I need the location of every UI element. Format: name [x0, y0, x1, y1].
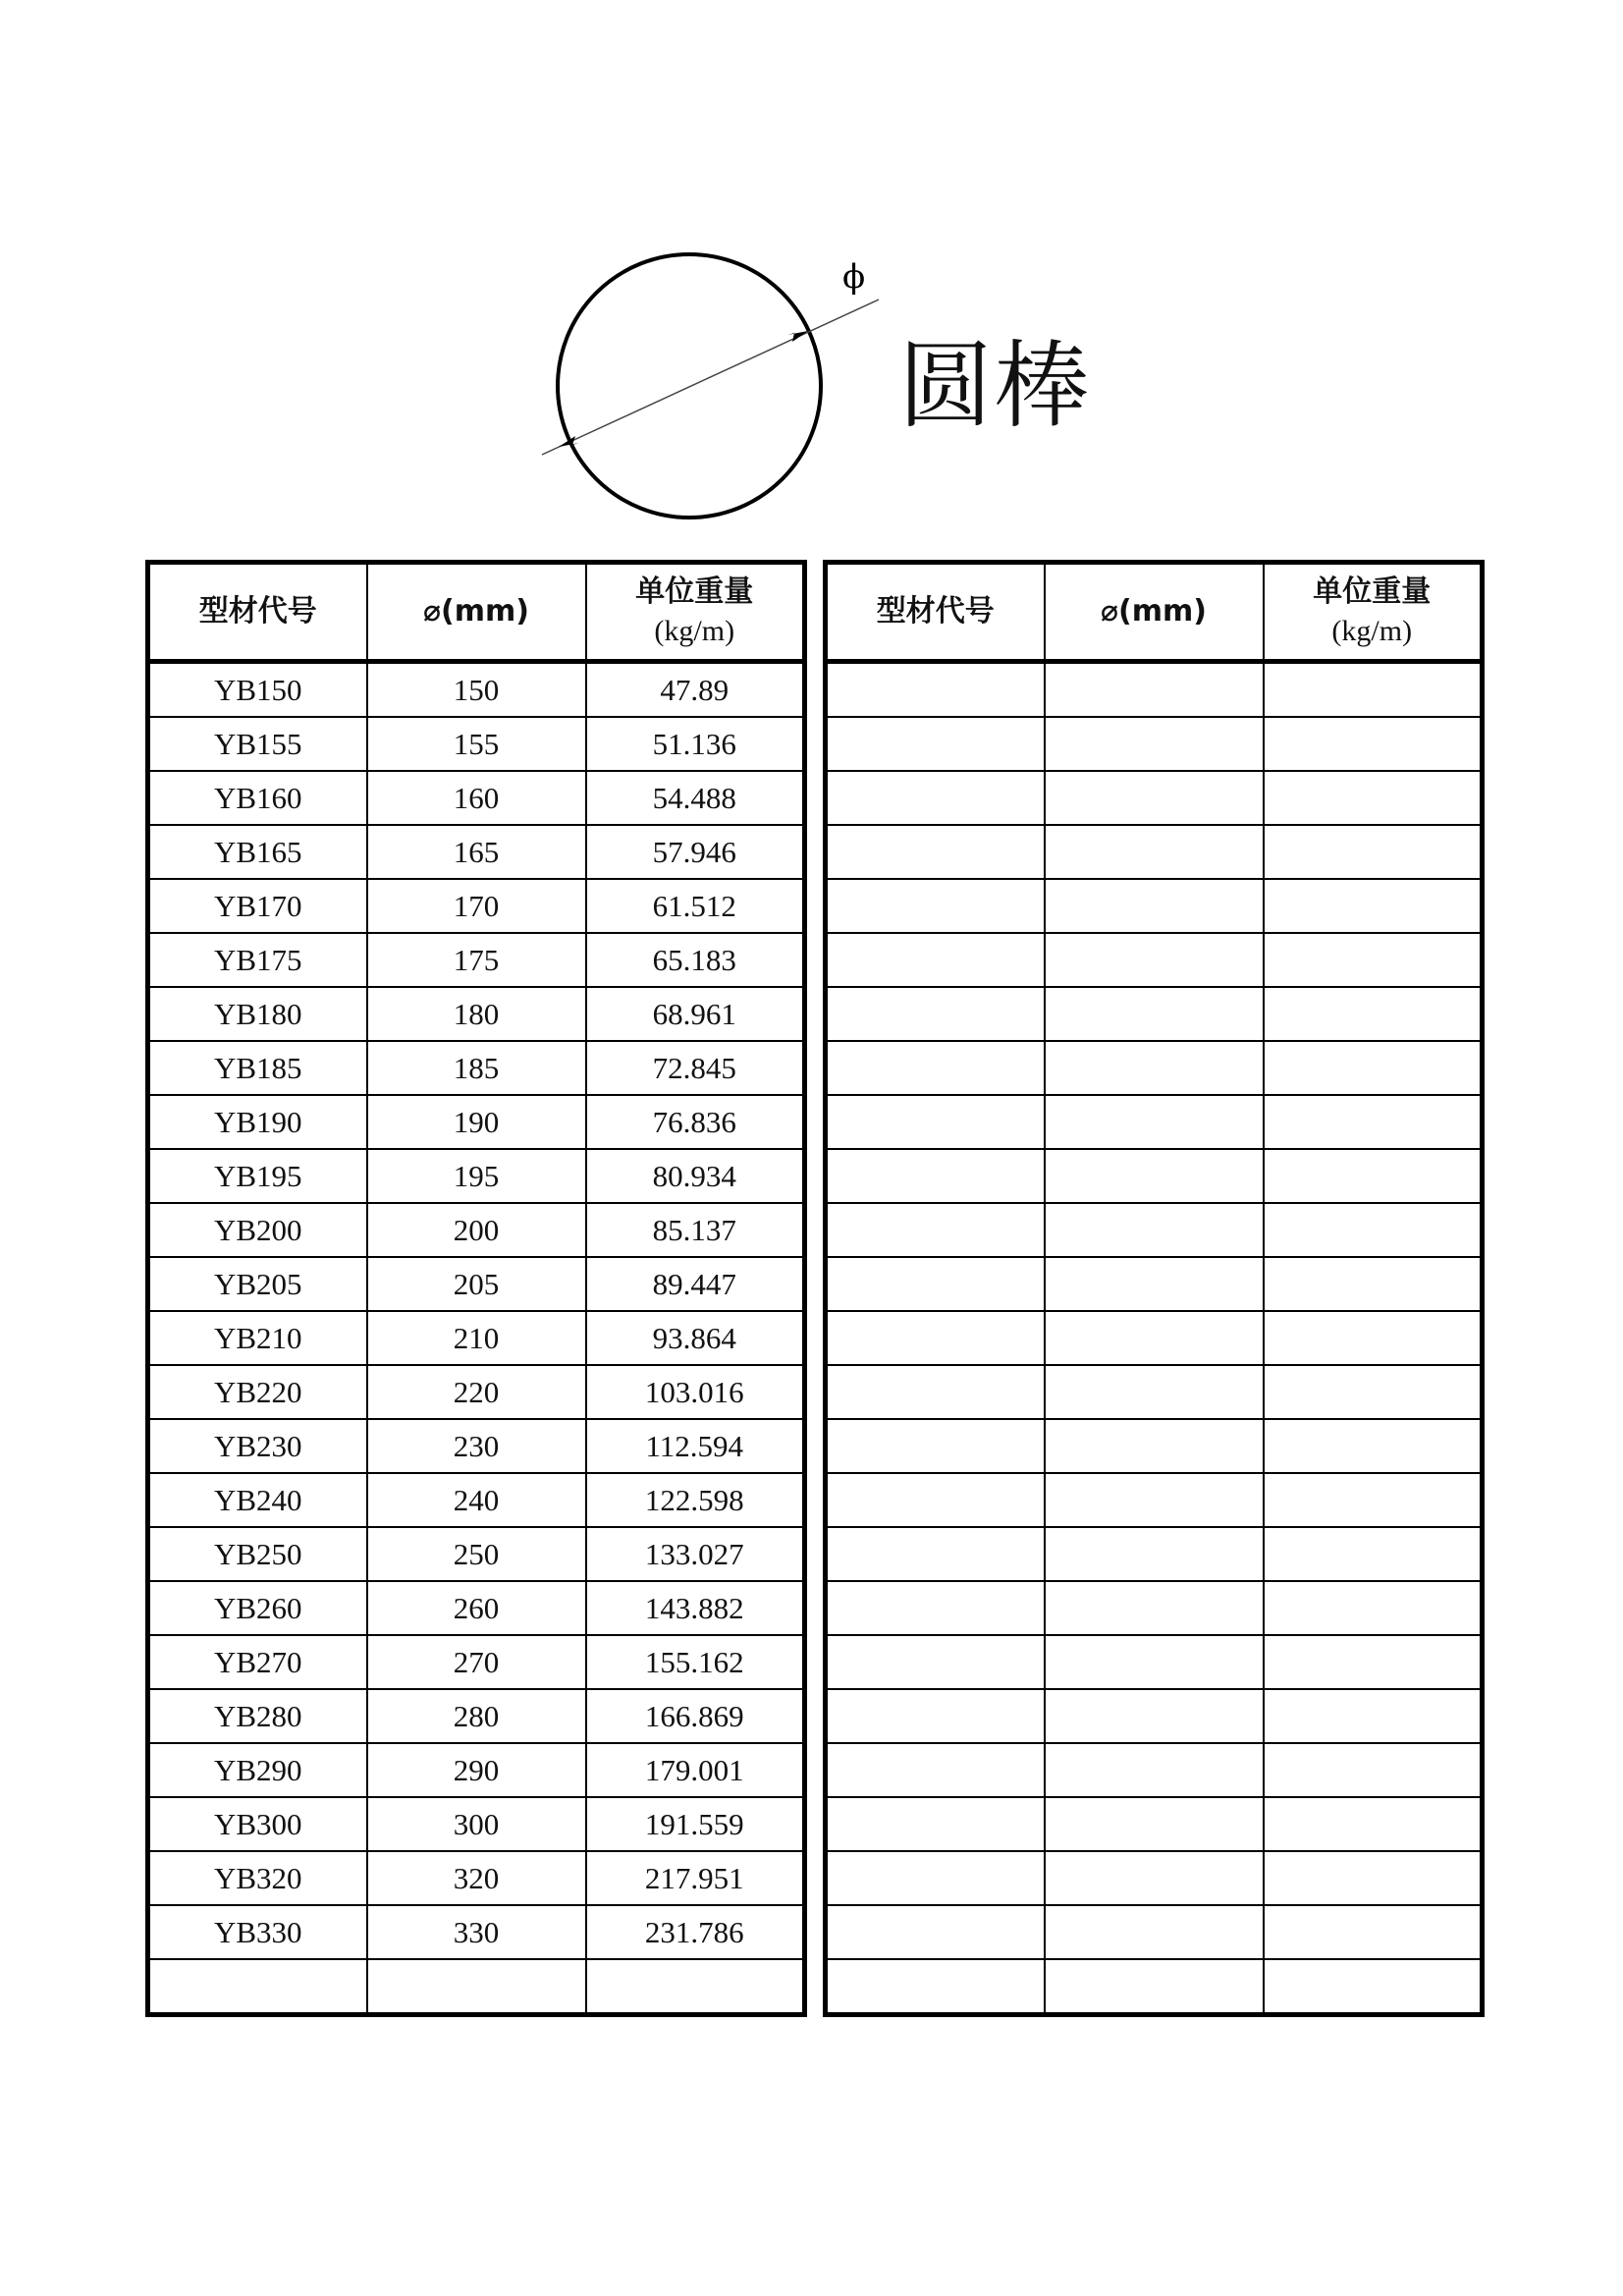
header-diameter: ⌀(mm): [367, 563, 586, 662]
table-row-empty: [826, 1149, 1483, 1203]
cell-code: YB220: [148, 1365, 367, 1419]
table-row: [148, 1203, 805, 1257]
cell-weight: 191.559: [586, 1797, 805, 1851]
empty-cell-diameter: [1045, 1527, 1264, 1581]
cell-diameter: 175: [367, 933, 586, 987]
empty-cell-code: [826, 1365, 1045, 1419]
empty-cell-weight: [1264, 879, 1483, 933]
cell-code: YB270: [148, 1635, 367, 1689]
empty-cell-diameter: [1045, 662, 1264, 718]
cell-diameter: 210: [367, 1311, 586, 1365]
empty-cell-weight: [1264, 1149, 1483, 1203]
cell-code: YB160: [148, 771, 367, 825]
cell-weight: 54.488: [586, 771, 805, 825]
header-weight: [586, 563, 805, 662]
cell-weight: 85.137: [586, 1203, 805, 1257]
table-row: [148, 1851, 805, 1905]
table-row-empty: [826, 1689, 1483, 1743]
empty-cell-diameter: [1045, 1365, 1264, 1419]
cell-code: YB330: [148, 1905, 367, 1959]
diameter-dimension-line: [542, 300, 879, 455]
table-row-empty: [826, 1203, 1483, 1257]
table-row-empty: [826, 1905, 1483, 1959]
empty-cell-diameter: [1045, 1095, 1264, 1149]
cell-diameter: 185: [367, 1041, 586, 1095]
cell-weight: 112.594: [586, 1419, 805, 1473]
empty-cell-diameter: [1045, 1419, 1264, 1473]
table-row: [148, 1257, 805, 1311]
cell-code: YB250: [148, 1527, 367, 1581]
cell-weight: 143.882: [586, 1581, 805, 1635]
empty-cell-diameter: [1045, 933, 1264, 987]
cell-code: YB190: [148, 1095, 367, 1149]
empty-cell-code: [826, 1527, 1045, 1581]
empty-cell-weight: [1264, 1851, 1483, 1905]
header-diameter: ⌀(mm): [1045, 563, 1264, 662]
table-row: [148, 1473, 805, 1527]
empty-cell-code: [826, 1959, 1045, 2015]
table-row: [148, 717, 805, 771]
empty-cell-weight: [1264, 1689, 1483, 1743]
cell-weight: 89.447: [586, 1257, 805, 1311]
cell-diameter: 220: [367, 1365, 586, 1419]
cell-weight: 155.162: [586, 1635, 805, 1689]
empty-cell-diameter: [1045, 717, 1264, 771]
cell-code: YB175: [148, 933, 367, 987]
cell-diameter: 240: [367, 1473, 586, 1527]
cell-weight: 68.961: [586, 987, 805, 1041]
empty-cell-diameter: [1045, 1689, 1264, 1743]
table-row-empty: [826, 1635, 1483, 1689]
empty-cell-weight: [1264, 1905, 1483, 1959]
cell-weight: 47.89: [586, 662, 805, 718]
cell-weight: 133.027: [586, 1527, 805, 1581]
empty-cell-weight: [1264, 662, 1483, 718]
cell-diameter: 165: [367, 825, 586, 879]
empty-cell-diameter: [1045, 1851, 1264, 1905]
table-row-empty: [826, 825, 1483, 879]
table-row: [148, 1959, 805, 2015]
table-row-empty: [826, 717, 1483, 771]
table-row-empty: [826, 1581, 1483, 1635]
table-row: [148, 1095, 805, 1149]
cell-diameter: 205: [367, 1257, 586, 1311]
header-weight-unit: (kg/m): [654, 615, 735, 647]
empty-cell-code: [826, 1743, 1045, 1797]
empty-cell-weight: [1264, 825, 1483, 879]
cell-weight: 65.183: [586, 933, 805, 987]
cell-diameter: 270: [367, 1635, 586, 1689]
empty-cell-weight: [1264, 1959, 1483, 2015]
table-row-empty: [826, 1473, 1483, 1527]
cell-code: YB170: [148, 879, 367, 933]
cell-diameter: 160: [367, 771, 586, 825]
empty-cell-weight: [1264, 1797, 1483, 1851]
empty-cell-weight: [1264, 771, 1483, 825]
table-row: [148, 1905, 805, 1959]
empty-cell-weight: [1264, 1473, 1483, 1527]
cell-code: YB180: [148, 987, 367, 1041]
empty-cell-code: [826, 1149, 1045, 1203]
empty-cell-weight: [1264, 1365, 1483, 1419]
cell-weight: 61.512: [586, 879, 805, 933]
cell-weight: 93.864: [586, 1311, 805, 1365]
table-row-empty: [826, 1743, 1483, 1797]
empty-cell-weight: [1264, 1095, 1483, 1149]
cell-weight: 231.786: [586, 1905, 805, 1959]
cell-code: [148, 1959, 367, 2015]
cell-diameter: 330: [367, 1905, 586, 1959]
empty-cell-diameter: [1045, 1257, 1264, 1311]
table-row-empty: [826, 1959, 1483, 2015]
empty-cell-code: [826, 1905, 1045, 1959]
cell-weight: 179.001: [586, 1743, 805, 1797]
empty-cell-diameter: [1045, 825, 1264, 879]
cell-weight: 217.951: [586, 1851, 805, 1905]
empty-cell-code: [826, 1797, 1045, 1851]
table-row: [148, 1743, 805, 1797]
table-row: [148, 987, 805, 1041]
round-bar-diagram: [530, 241, 903, 535]
empty-cell-diameter: [1045, 1311, 1264, 1365]
empty-cell-code: [826, 771, 1045, 825]
empty-cell-weight: [1264, 1527, 1483, 1581]
header-weight-label: 单位重量: [635, 574, 754, 609]
empty-cell-diameter: [1045, 1743, 1264, 1797]
empty-cell-weight: [1264, 1041, 1483, 1095]
cell-code: YB230: [148, 1419, 367, 1473]
table-row-empty: [826, 1797, 1483, 1851]
specification-table-left: [145, 560, 807, 2017]
table-row: [148, 1527, 805, 1581]
table-row: [148, 1365, 805, 1419]
cell-code: YB300: [148, 1797, 367, 1851]
table-row-empty: [826, 771, 1483, 825]
empty-cell-code: [826, 1419, 1045, 1473]
cell-code: YB185: [148, 1041, 367, 1095]
table-row-empty: [826, 1257, 1483, 1311]
cell-weight: [586, 1959, 805, 2015]
cell-diameter: 290: [367, 1743, 586, 1797]
cell-diameter: [367, 1959, 586, 2015]
cell-weight: 51.136: [586, 717, 805, 771]
cell-code: YB320: [148, 1851, 367, 1905]
header-code: 型材代号: [826, 563, 1045, 662]
empty-cell-diameter: [1045, 1041, 1264, 1095]
cell-code: YB155: [148, 717, 367, 771]
empty-cell-diameter: [1045, 1473, 1264, 1527]
table-row-empty: [826, 1041, 1483, 1095]
cell-code: YB195: [148, 1149, 367, 1203]
cell-diameter: 320: [367, 1851, 586, 1905]
specification-table-right: [823, 560, 1485, 2017]
empty-cell-weight: [1264, 987, 1483, 1041]
table-header-row: [148, 563, 805, 662]
table-row: [148, 771, 805, 825]
table-row: [148, 1689, 805, 1743]
table-header-row: [826, 563, 1483, 662]
empty-cell-code: [826, 987, 1045, 1041]
empty-cell-weight: [1264, 717, 1483, 771]
table-row-empty: [826, 1095, 1483, 1149]
empty-cell-code: [826, 1635, 1045, 1689]
cell-code: YB280: [148, 1689, 367, 1743]
cell-code: YB150: [148, 662, 367, 718]
empty-cell-diameter: [1045, 987, 1264, 1041]
round-bar-outline: [558, 254, 821, 518]
cell-weight: 122.598: [586, 1473, 805, 1527]
empty-cell-weight: [1264, 1257, 1483, 1311]
empty-cell-code: [826, 933, 1045, 987]
empty-cell-weight: [1264, 933, 1483, 987]
empty-cell-diameter: [1045, 1203, 1264, 1257]
cell-diameter: 180: [367, 987, 586, 1041]
empty-cell-code: [826, 1581, 1045, 1635]
empty-cell-code: [826, 1851, 1045, 1905]
cell-code: YB205: [148, 1257, 367, 1311]
cell-diameter: 190: [367, 1095, 586, 1149]
empty-cell-weight: [1264, 1581, 1483, 1635]
empty-cell-diameter: [1045, 1797, 1264, 1851]
table-row: [148, 933, 805, 987]
cell-code: YB290: [148, 1743, 367, 1797]
cell-code: YB165: [148, 825, 367, 879]
table-row-empty: [826, 933, 1483, 987]
header-weight-unit: (kg/m): [1331, 615, 1413, 647]
empty-cell-diameter: [1045, 1959, 1264, 2015]
cell-diameter: 200: [367, 1203, 586, 1257]
empty-cell-diameter: [1045, 879, 1264, 933]
table-row: [148, 1581, 805, 1635]
cell-weight: 80.934: [586, 1149, 805, 1203]
empty-cell-weight: [1264, 1311, 1483, 1365]
empty-cell-code: [826, 1689, 1045, 1743]
cell-diameter: 300: [367, 1797, 586, 1851]
table-row: [148, 1311, 805, 1365]
table-row: [148, 662, 805, 718]
empty-cell-diameter: [1045, 1635, 1264, 1689]
cell-code: YB210: [148, 1311, 367, 1365]
table-row-empty: [826, 879, 1483, 933]
empty-cell-code: [826, 879, 1045, 933]
cell-diameter: 150: [367, 662, 586, 718]
header-code: 型材代号: [148, 563, 367, 662]
cell-diameter: 170: [367, 879, 586, 933]
empty-cell-code: [826, 1041, 1045, 1095]
cell-weight: 76.836: [586, 1095, 805, 1149]
empty-cell-weight: [1264, 1203, 1483, 1257]
cell-diameter: 280: [367, 1689, 586, 1743]
table-row: [148, 1041, 805, 1095]
cell-diameter: 250: [367, 1527, 586, 1581]
table-row: [148, 1797, 805, 1851]
table-row: [148, 1419, 805, 1473]
empty-cell-code: [826, 717, 1045, 771]
empty-cell-code: [826, 825, 1045, 879]
empty-cell-code: [826, 1203, 1045, 1257]
table-row-empty: [826, 1311, 1483, 1365]
empty-cell-code: [826, 1257, 1045, 1311]
empty-cell-weight: [1264, 1635, 1483, 1689]
table-row-empty: [826, 1527, 1483, 1581]
empty-cell-code: [826, 1473, 1045, 1527]
empty-cell-diameter: [1045, 1149, 1264, 1203]
cell-weight: 166.869: [586, 1689, 805, 1743]
empty-cell-diameter: [1045, 1581, 1264, 1635]
diameter-symbol: ϕ: [842, 257, 866, 297]
table-row: [148, 1149, 805, 1203]
cell-weight: 72.845: [586, 1041, 805, 1095]
cell-code: YB260: [148, 1581, 367, 1635]
table-row-empty: [826, 1365, 1483, 1419]
cell-diameter: 230: [367, 1419, 586, 1473]
empty-cell-code: [826, 662, 1045, 718]
table-row-empty: [826, 662, 1483, 718]
empty-cell-diameter: [1045, 771, 1264, 825]
cell-diameter: 195: [367, 1149, 586, 1203]
cell-diameter: 155: [367, 717, 586, 771]
empty-cell-code: [826, 1311, 1045, 1365]
cell-diameter: 260: [367, 1581, 586, 1635]
empty-cell-weight: [1264, 1419, 1483, 1473]
header-weight-label: 单位重量: [1313, 574, 1432, 609]
table-row-empty: [826, 1851, 1483, 1905]
header-weight: [1264, 563, 1483, 662]
cell-weight: 103.016: [586, 1365, 805, 1419]
table-row-empty: [826, 1419, 1483, 1473]
empty-cell-weight: [1264, 1743, 1483, 1797]
cell-code: YB200: [148, 1203, 367, 1257]
empty-cell-diameter: [1045, 1905, 1264, 1959]
empty-cell-code: [826, 1095, 1045, 1149]
table-row-empty: [826, 987, 1483, 1041]
table-row: [148, 879, 805, 933]
table-row: [148, 1635, 805, 1689]
table-row: [148, 825, 805, 879]
cell-code: YB240: [148, 1473, 367, 1527]
page-title: 圆棒: [898, 331, 1091, 441]
cell-weight: 57.946: [586, 825, 805, 879]
